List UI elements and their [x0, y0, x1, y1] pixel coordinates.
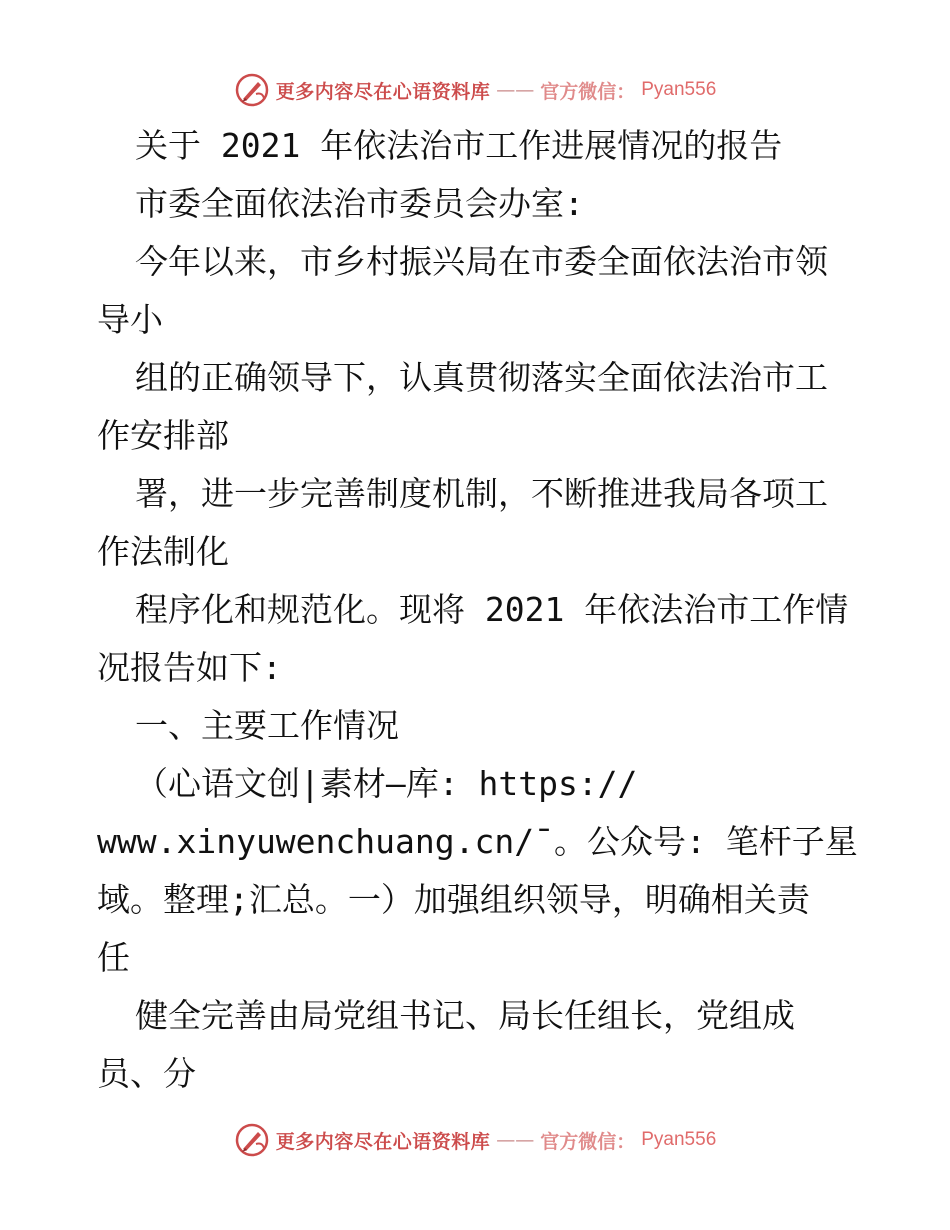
banner-separator: —— [496, 79, 535, 101]
document-title: 关于 2021 年依法治市工作进展情况的报告 [135, 126, 783, 165]
banner-wechat-label: 官方微信： [540, 1130, 636, 1153]
paragraph-line: 员、分 [97, 1054, 196, 1093]
paragraph-line: （心语文创|素材—库: https:// [135, 764, 638, 803]
header-watermark-banner [0, 70, 950, 110]
paragraph-line: 程序化和规范化。现将 2021 年依法治市工作情 [135, 590, 849, 629]
banner-wechat-id: Pyan556 [641, 1129, 717, 1150]
banner-wechat-label: 官方微信： [540, 80, 636, 103]
paragraph-line: 作法制化 [97, 532, 229, 571]
paragraph-line: 任 [97, 938, 130, 977]
paragraph-line: www.xinyuwenchuang.cn/¯。公众号: 笔杆子星 [97, 822, 858, 861]
paragraph-line: 域。整理;汇总。一）加强组织领导，明确相关责 [97, 880, 810, 919]
paragraph-line: 况报告如下: [97, 648, 282, 687]
paragraph-line: 组的正确领导下，认真贯彻落实全面依法治市工 [135, 358, 828, 397]
paragraph-line: 健全完善由局党组书记、局长任组长，党组成 [135, 996, 795, 1035]
banner-wechat-id: Pyan556 [641, 79, 717, 100]
paragraph-line: 导小 [97, 300, 163, 339]
document-addressee: 市委全面依法治市委员会办室: [135, 184, 584, 223]
pen-logo-icon [234, 1122, 270, 1158]
paragraph-line: 今年以来，市乡村振兴局在市委全面依法治市领 [135, 242, 828, 281]
section-heading: 一、主要工作情况 [135, 706, 399, 745]
paragraph-line: 署，进一步完善制度机制，不断推进我局各项工 [135, 474, 828, 513]
banner-separator: —— [496, 1129, 535, 1151]
paragraph-line: 作安排部 [97, 416, 229, 455]
footer-watermark-banner [0, 1120, 950, 1160]
banner-promo-text: 更多内容尽在心语资料库 [275, 80, 491, 103]
pen-logo-icon [234, 72, 270, 108]
document-body [97, 117, 867, 1103]
banner-promo-text: 更多内容尽在心语资料库 [275, 1130, 491, 1153]
